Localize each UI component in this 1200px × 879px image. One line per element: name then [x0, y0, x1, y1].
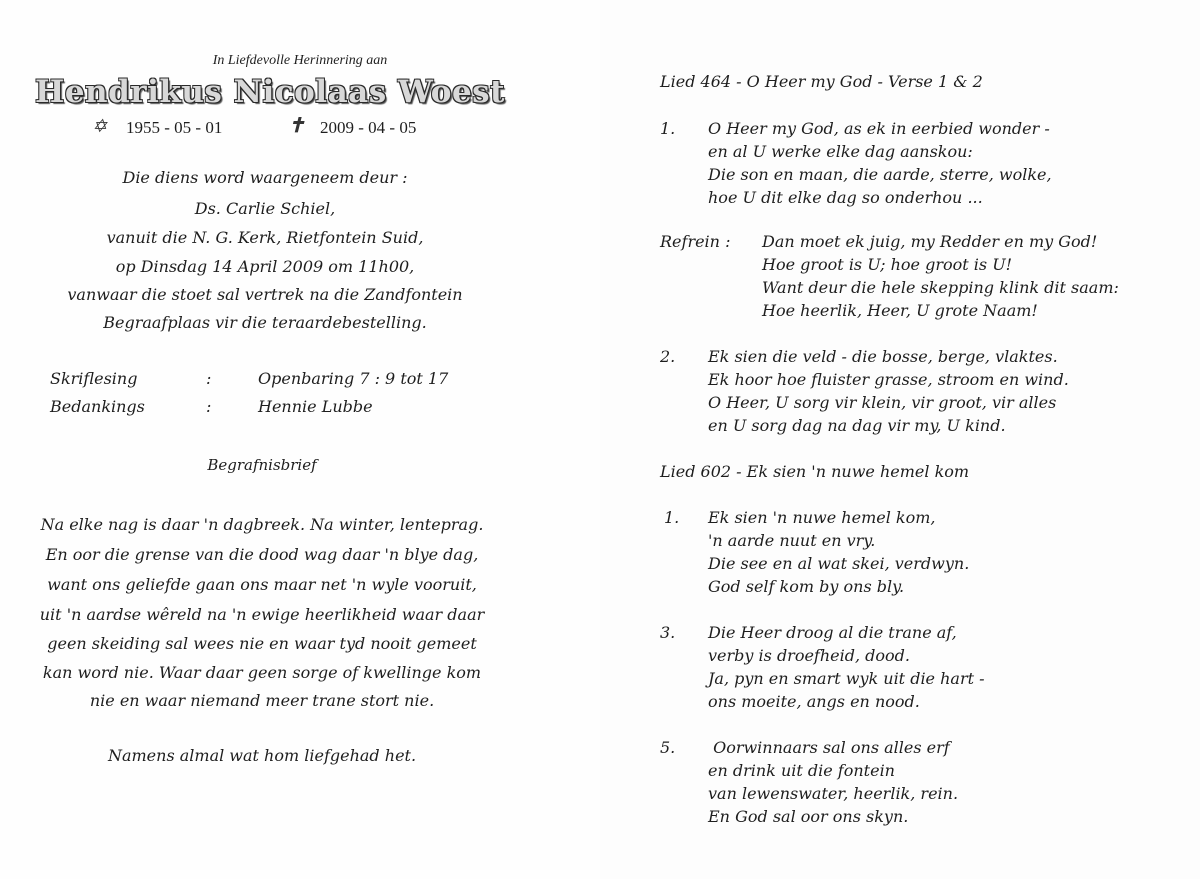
service-line: vanwaar die stoet sal vertrek na die Zandfontein	[67, 285, 463, 304]
verse-line: Ek sien 'n nuwe hemel kom,	[708, 508, 936, 527]
thanks-separator: :	[206, 397, 212, 416]
verse-line: en U sorg dag na dag vir my, U kind.	[708, 416, 1006, 435]
death-date: 2009 - 04 - 05	[320, 118, 417, 137]
service-line: Begraafplaas vir die teraardebestelling.	[103, 313, 427, 332]
verse-line: Die son en maan, die aarde, sterre, wolke,	[708, 165, 1052, 184]
verse-line: 'n aarde nuut en vry.	[708, 531, 876, 550]
verse-line: Ek sien die veld - die bosse, berge, vlaktes.	[708, 347, 1058, 366]
thanks-label: Bedankings	[50, 397, 145, 416]
verse-line: Die Heer droog al die trane af,	[708, 623, 957, 642]
letter-closing: Namens almal wat hom liefgehad het.	[107, 746, 417, 765]
hymn2-title: Lied 602 - Ek sien 'n nuwe hemel kom	[660, 462, 970, 481]
verse-line: van lewenswater, heerlik, rein.	[708, 784, 959, 803]
refrain-line: Hoe heerlik, Heer, U grote Naam!	[762, 301, 1038, 320]
verse-line: hoe U dit elke dag so onderhou ...	[708, 188, 983, 207]
cross-icon: ✝	[288, 113, 305, 137]
verse-line: O Heer, U sorg vir klein, vir groot, vir alles	[708, 393, 1057, 412]
letter-line: nie en waar niemand meer trane stort nie.	[89, 691, 435, 710]
service-line: op Dinsdag 14 April 2009 om 11h00,	[115, 257, 415, 276]
scripture-value: Openbaring 7 : 9 tot 17	[258, 369, 449, 388]
thanks-value: Hennie Lubbe	[258, 397, 373, 416]
service-line: vanuit die N. G. Kerk, Rietfontein Suid,	[106, 228, 424, 247]
verse-number: 1.	[664, 508, 680, 527]
birth-date: 1955 - 05 - 01	[126, 118, 223, 137]
verse-line: Oorwinnaars sal ons alles erf	[708, 738, 950, 757]
verse-line: O Heer my God, as ek in eerbied wonder -	[708, 119, 1050, 138]
refrain-line: Want deur die hele skepping klink dit saam:	[762, 278, 1119, 297]
deceased-name: Hendrikus Nicolaas Woest	[35, 74, 505, 110]
letter-line: En oor die grense van die dood wag daar 'n blye dag,	[45, 545, 479, 564]
verse-number: 5.	[660, 738, 676, 757]
verse-line: verby is droefheid, dood.	[708, 646, 910, 665]
verse-number: 2.	[660, 347, 676, 366]
verse-line: Ek hoor hoe fluister grasse, stroom en wind.	[708, 370, 1069, 389]
intro-text: In Liefdevolle Herinnering aan	[212, 53, 388, 68]
verse-number: 3.	[660, 623, 676, 642]
letter-title: Begrafnisbrief	[207, 456, 317, 474]
service-line: Die diens word waargeneem deur :	[122, 168, 408, 187]
service-line: Ds. Carlie Schiel,	[194, 199, 336, 218]
refrain-line: Dan moet ek juig, my Redder en my God!	[762, 232, 1098, 251]
star-of-david-icon: ✡	[92, 116, 108, 137]
letter-line: want ons geliefde gaan ons maar net 'n wyle vooruit,	[47, 575, 477, 594]
scripture-label: Skriflesing	[50, 369, 138, 388]
scripture-separator: :	[206, 369, 212, 388]
hymn1-title: Lied 464 - O Heer my God - Verse 1 & 2	[660, 72, 983, 91]
letter-line: geen skeiding sal wees nie en waar tyd nooit gemeet	[47, 634, 477, 653]
letter-line: kan word nie. Waar daar geen sorge of kwellinge kom	[42, 663, 482, 682]
verse-line: en drink uit die fontein	[708, 761, 895, 780]
letter-line: Na elke nag is daar 'n dagbreek. Na winter, lenteprag.	[40, 515, 484, 534]
verse-line: En God sal oor ons skyn.	[708, 807, 909, 826]
right-page	[600, 0, 1200, 879]
verse-line: ons moeite, angs en nood.	[708, 692, 920, 711]
refrain-line: Hoe groot is U; hoe groot is U!	[762, 255, 1013, 274]
letter-line: uit 'n aardse wêreld na 'n ewige heerlikheid waar daar	[39, 605, 485, 624]
refrain-label: Refrein :	[660, 232, 731, 251]
verse-line: Ja, pyn en smart wyk uit die hart -	[708, 669, 985, 688]
verse-number: 1.	[660, 119, 676, 138]
verse-line: God self kom by ons bly.	[708, 577, 905, 596]
verse-line: Die see en al wat skei, verdwyn.	[708, 554, 970, 573]
verse-line: en al U werke elke dag aanskou:	[708, 142, 973, 161]
